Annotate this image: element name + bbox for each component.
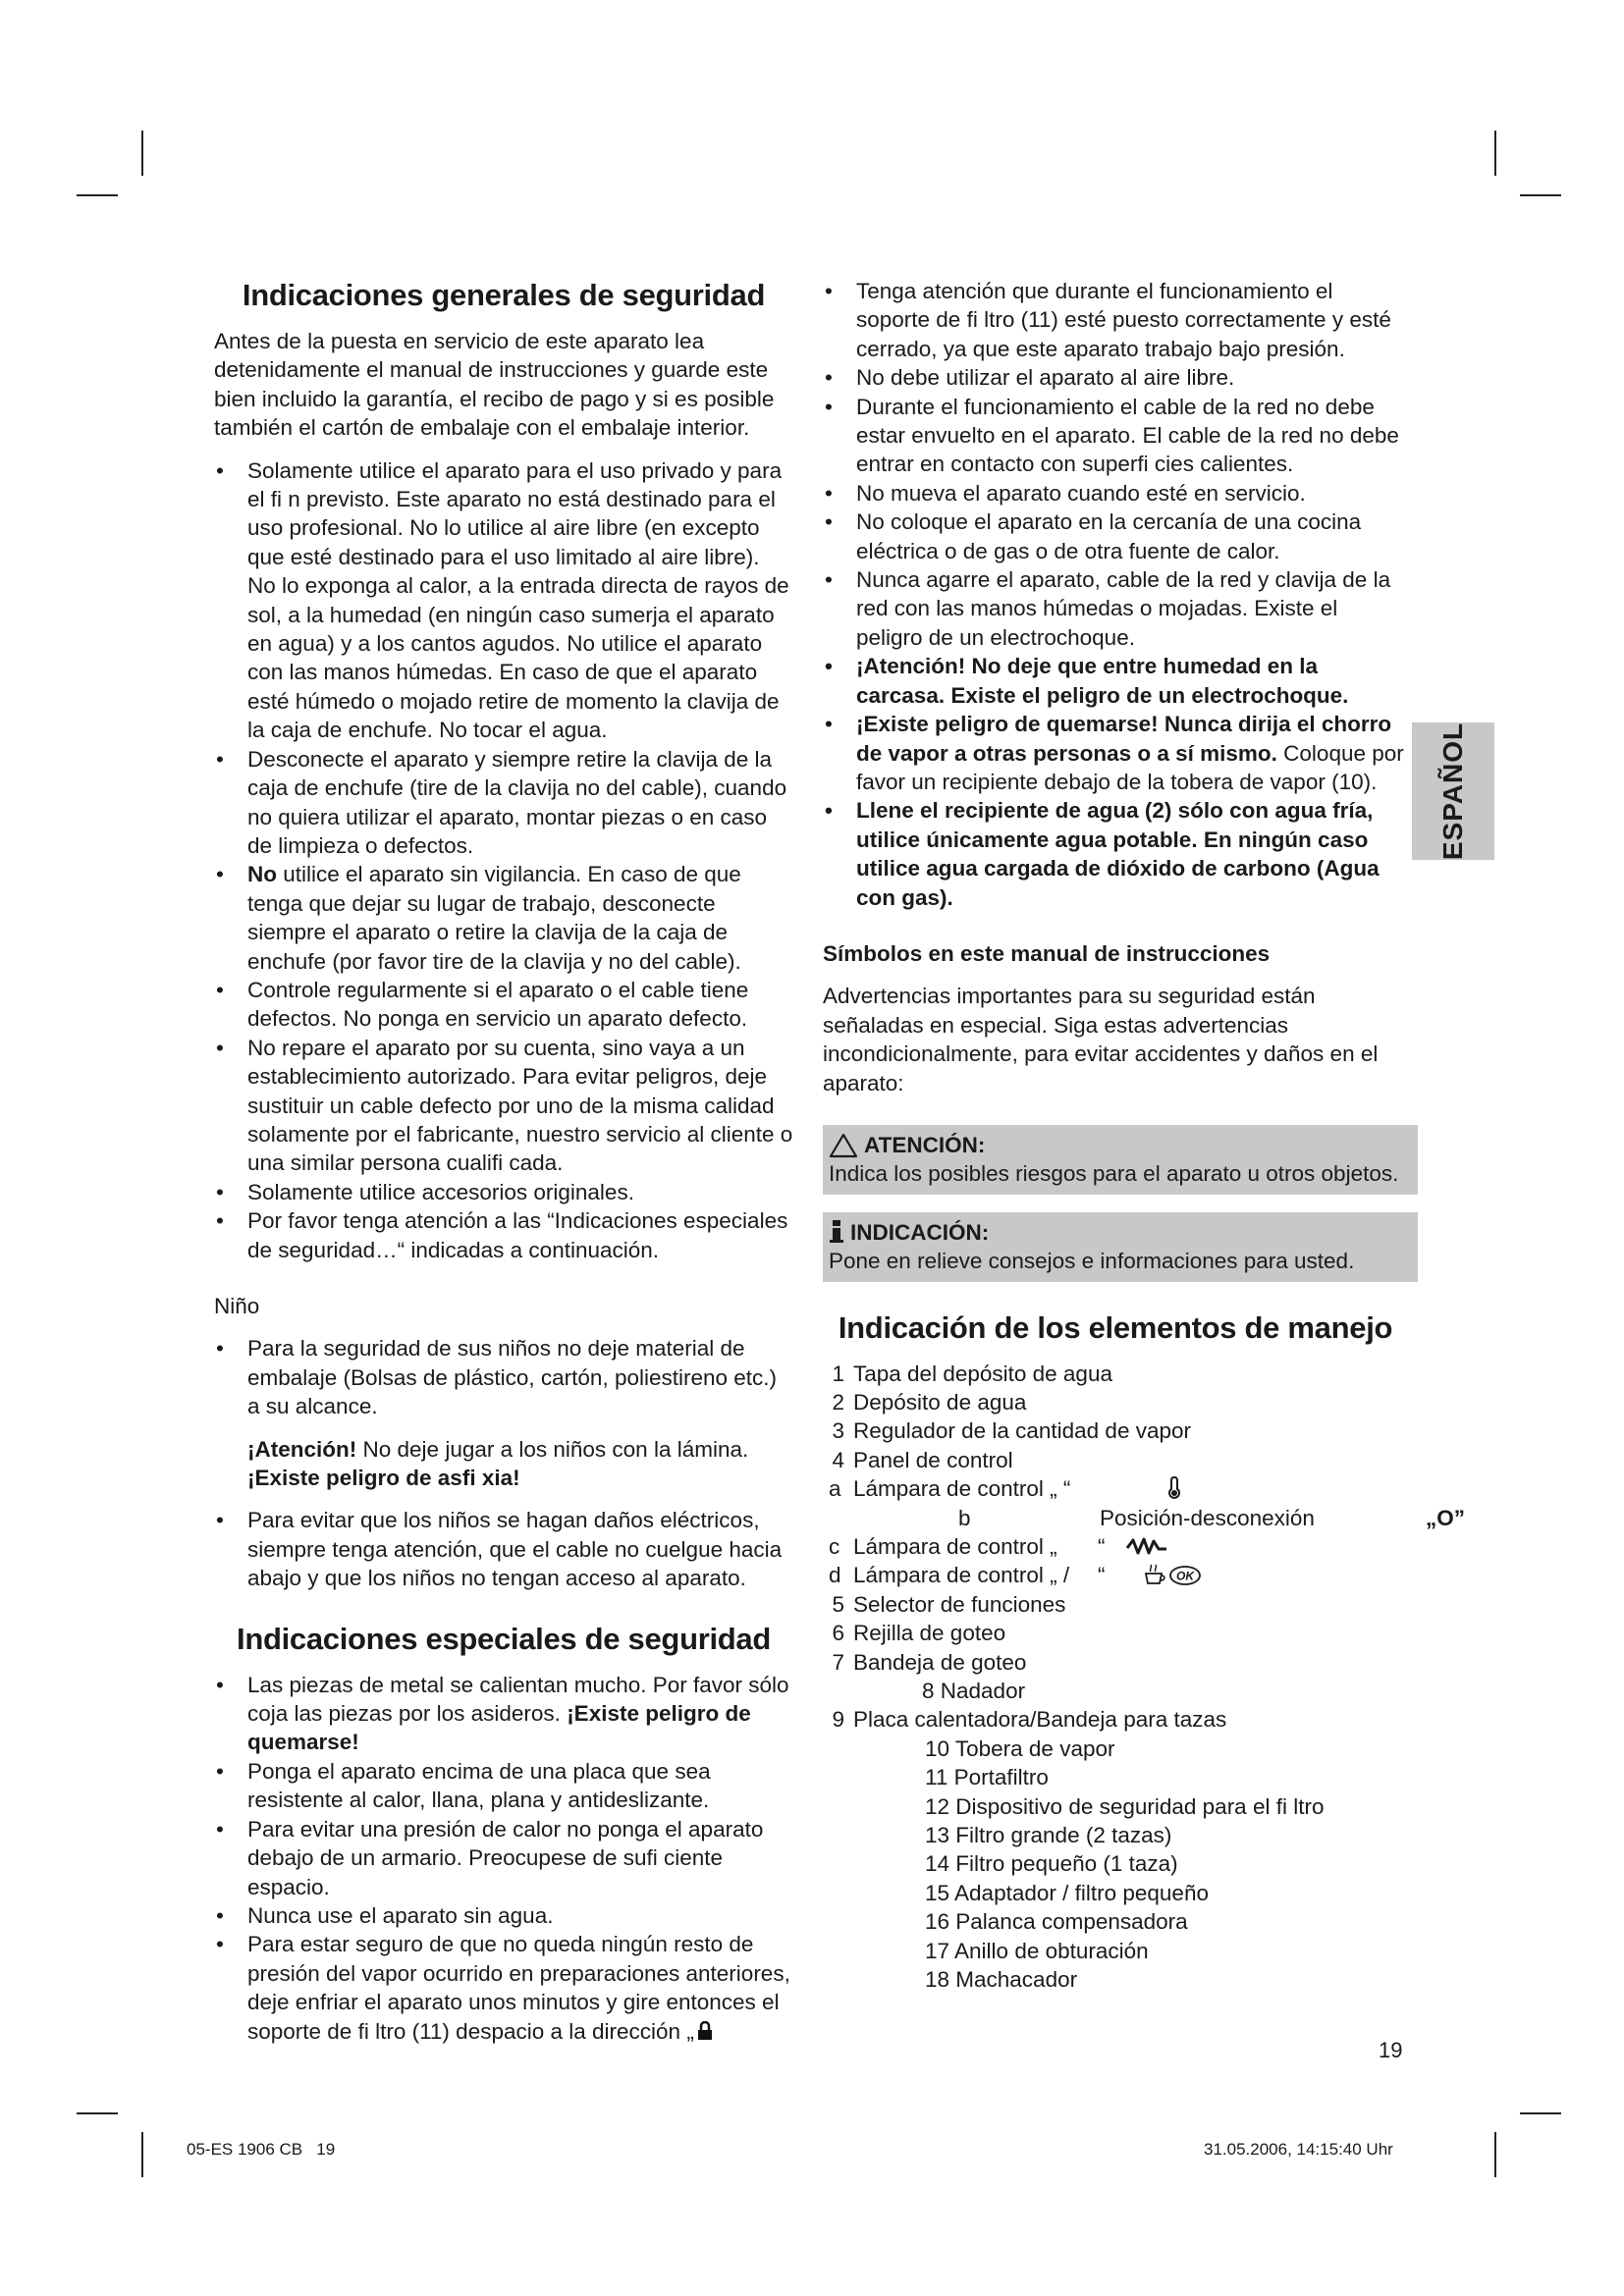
list-item: • Por favor tenga atención a las “Indicaciones especiales de seguridad…“ indicadas a continuación. bbox=[214, 1206, 793, 1264]
list-item: 18 Machacador bbox=[925, 1967, 1078, 1993]
item-number: 7 bbox=[832, 1649, 844, 1675]
list-item: • Controle regularmente si el aparato o el cable tiene defectos. No ponga en servicio un aparato defecto. bbox=[214, 976, 793, 1034]
list-item: • Solamente utilice accesorios originales. bbox=[214, 1178, 793, 1206]
item-number: 1 bbox=[832, 1361, 844, 1386]
list-item-text: Coloque por favor un recipiente debajo de la tobera de vapor (10). bbox=[856, 740, 1404, 794]
list-item bbox=[823, 1619, 1408, 1647]
thermometer-lamp-icon bbox=[1164, 1475, 1184, 1501]
list-item: • No coloque el aparato en la cercanía de una cocina eléctrica o de gas o de otra fuente de calor. bbox=[823, 507, 1408, 565]
controls-list bbox=[823, 1360, 1408, 1475]
crop-mark bbox=[1520, 194, 1561, 196]
list-item bbox=[214, 1671, 793, 1757]
controls-list-4 bbox=[823, 1735, 1408, 1995]
crop-mark bbox=[1494, 2132, 1496, 2177]
list-item-text: utilice el aparato sin vigilancia. En caso de que tenga que dejar su lugar de trabajo, desconecte siempre el aparato o retire la clavija de la caja de enchufe (por favor tire de la clavija y no del cable). bbox=[247, 862, 741, 974]
list-item: • ¡Atención! No deje que entre humedad en la carcasa. Existe el peligro de un electrochoque. bbox=[823, 652, 1408, 710]
crop-mark bbox=[141, 2132, 143, 2177]
list-item: 15 Adaptador / filtro pequeño bbox=[925, 1880, 1209, 1905]
list-item: • Nunca use el aparato sin agua. bbox=[214, 1901, 793, 1930]
list-item bbox=[823, 1648, 1408, 1677]
item-label: Lámpara de control „ “ bbox=[853, 1476, 1071, 1502]
list-item: 17 Anillo de obturación bbox=[925, 1938, 1149, 1963]
children-list bbox=[214, 1334, 793, 1420]
item-label: Rejilla de goteo bbox=[853, 1621, 1006, 1646]
crop-mark bbox=[1494, 131, 1496, 176]
list-item bbox=[214, 1930, 793, 2046]
lock-icon bbox=[696, 2021, 714, 2041]
left-column bbox=[214, 277, 793, 2046]
bold-no: No bbox=[247, 862, 277, 887]
item-number: 4 bbox=[832, 1447, 844, 1472]
list-item bbox=[823, 710, 1408, 796]
note-info-text: Pone en relieve consejos e informaciones para usted. bbox=[829, 1249, 1355, 1274]
item-label: Bandeja de goteo bbox=[853, 1649, 1027, 1675]
list-item: 16 Palanca compensadora bbox=[925, 1909, 1188, 1935]
list-item: • No debe utilizar el aparato al aire libre. bbox=[823, 363, 1408, 392]
special-safety-list bbox=[214, 1671, 793, 2046]
list-item: • Llene el recipiente de agua (2) sólo con agua fría, utilice únicamente agua potable. En ningún caso utilice agua cargada de dióxido de carbono (Agua con gas). bbox=[823, 796, 1408, 912]
warning-text: No deje jugar a los niños con la lámina. bbox=[362, 1436, 749, 1462]
crop-mark bbox=[77, 194, 118, 196]
controls-list-2 bbox=[823, 1590, 1408, 1677]
item-label: Posición-desconexión bbox=[1100, 1505, 1315, 1530]
list-item-bold: ¡Existe peligro de quemarse! Nunca dirija el chorro de vapor a otras personas o a sí mismo. bbox=[856, 712, 1392, 766]
item-number: 9 bbox=[832, 1707, 844, 1733]
item-number: 6 bbox=[832, 1621, 844, 1646]
item-label: Lámpara de control „ bbox=[853, 1534, 1057, 1559]
heading-controls: Indicación de los elementos de manejo bbox=[838, 1309, 1393, 1345]
list-item: • No mueva el aparato cuando esté en servicio. bbox=[823, 479, 1408, 507]
item-letter: a bbox=[829, 1476, 841, 1502]
symbols-paragraph: Advertencias importantes para su seguridad están señaladas en especial. Siga estas advertencias incondicionalmente, para evitar accidentes y daños en el aparato: bbox=[823, 984, 1379, 1095]
quote-mark: “ bbox=[1098, 1563, 1106, 1588]
list-item: • Para evitar que los niños se hagan daños eléctricos, siempre tenga atención, que el cable no cuelgue hacia abajo y que los niños no tengan acceso al aparato. bbox=[214, 1506, 793, 1592]
intro-paragraph: Antes de la puesta en servicio de este aparato lea detenidamente el manual de instrucciones y guarde este bien incluido la garantía, el recibo de pago y si es posible también el cartón de embalaje con el embalaje interior. bbox=[214, 329, 775, 441]
list-item bbox=[823, 1446, 1408, 1474]
note-info-label: INDICACIÓN: bbox=[850, 1219, 990, 1245]
lamp-b-row bbox=[823, 1504, 1466, 1532]
steam-lamp-icon bbox=[1125, 1536, 1168, 1558]
list-item bbox=[823, 1705, 1408, 1734]
item-label: Depósito de agua bbox=[853, 1390, 1027, 1415]
list-item: 11 Portafiltro bbox=[925, 1765, 1049, 1790]
item-label: Panel de control bbox=[853, 1447, 1013, 1472]
footer-right: 31.05.2006, 14:15:40 Uhr bbox=[1204, 2140, 1393, 2159]
list-item: • Nunca agarre el aparato, cable de la red y clavija de la red con las manos húmedas o mojadas. Existe el peligro de un electrochoque. bbox=[823, 565, 1408, 652]
list-item bbox=[823, 1416, 1408, 1445]
heading-nino: Niño bbox=[214, 1294, 260, 1318]
list-item: • Para evitar una presión de calor no ponga el aparato debajo de un armario. Preocupese de sufi ciente espacio. bbox=[214, 1815, 793, 1901]
page-number: 19 bbox=[1379, 2038, 1403, 2062]
warning-triangle-icon bbox=[829, 1133, 858, 1158]
list-item: 12 Dispositivo de seguridad para el fi ltro bbox=[925, 1793, 1325, 1819]
language-tab bbox=[1412, 722, 1494, 860]
cup-ok-lamp-icon bbox=[1143, 1564, 1202, 1587]
heading-symbols: Símbolos en este manual de instrucciones bbox=[823, 940, 1271, 966]
list-item: • Solamente utilice el aparato para el uso privado y para el fi n previsto. Este aparato no está destinado para el uso profesional. No lo utilice al aire libre (en excepto que esté destinado para el uso limitado al aire libre). No lo exponga al calor, a la entrada directa de rayos de sol, a la humedad (en ningún caso sumerja el aparato en agua) y a los cantos agudos. No utilice el aparato con las manos húmedas. En caso de que el aparato esté húmedo o mojado retire de momento la clavija de la caja de enchufe. No tocar el agua. bbox=[214, 456, 793, 745]
item-label: Placa calentadora/Bandeja para tazas bbox=[853, 1707, 1227, 1733]
heading-general-safety: Indicaciones generales de seguridad bbox=[242, 278, 766, 312]
list-item: 8 Nadador bbox=[922, 1679, 1026, 1703]
heading-special-safety: Indicaciones especiales de seguridad bbox=[237, 1621, 771, 1656]
note-info bbox=[823, 1212, 1418, 1282]
item-letter: b bbox=[958, 1505, 971, 1530]
list-item: 14 Filtro pequeño (1 taza) bbox=[925, 1851, 1178, 1877]
list-item bbox=[823, 1590, 1408, 1619]
child-warning bbox=[214, 1435, 793, 1493]
lamp-a-row bbox=[823, 1474, 1408, 1503]
item-number: 2 bbox=[832, 1390, 844, 1415]
item-label: Lámpara de control „ / bbox=[853, 1563, 1070, 1588]
list-item bbox=[823, 1360, 1408, 1388]
list-item-bold: ¡Existe peligro de quemarse! bbox=[247, 1701, 751, 1755]
item-label: Tapa del depósito de agua bbox=[853, 1361, 1112, 1386]
list-item: • Ponga el aparato encima de una placa que sea resistente al calor, llana, plana y antideslizante. bbox=[214, 1757, 793, 1815]
svg-text:OK: OK bbox=[1176, 1569, 1194, 1583]
note-attention-label: ATENCIÓN: bbox=[864, 1132, 986, 1157]
crop-mark bbox=[77, 2112, 118, 2114]
lamp-c-row bbox=[823, 1532, 1408, 1561]
item-label: Selector de funciones bbox=[853, 1591, 1066, 1617]
note-attention-title bbox=[829, 1131, 1408, 1159]
right-safety-list bbox=[823, 277, 1408, 912]
lamp-d-row bbox=[823, 1561, 1408, 1589]
quote-mark: “ bbox=[1098, 1534, 1106, 1559]
item-letter: d bbox=[829, 1563, 841, 1588]
list-item: 10 Tobera de vapor bbox=[925, 1735, 1115, 1761]
item-number: 5 bbox=[832, 1591, 844, 1617]
note-attention-text: Indica los posibles riesgos para el aparato u otros objetos. bbox=[829, 1161, 1399, 1187]
item-label: Regulador de la cantidad de vapor bbox=[853, 1418, 1191, 1444]
warning-label: ¡Atención! bbox=[247, 1436, 357, 1462]
list-item bbox=[823, 1388, 1408, 1416]
list-item: 13 Filtro grande (2 tazas) bbox=[925, 1823, 1172, 1848]
controls-list-3 bbox=[823, 1705, 1408, 1734]
info-icon bbox=[829, 1219, 844, 1245]
list-item-text: Para estar seguro de que no queda ningún resto de presión del vapor ocurrido en preparaciones anteriores, deje enfriar el aparato unos minutos y gire entonces el soporte de fi ltro (11) despacio a la dirección „ bbox=[247, 1932, 790, 2044]
list-item bbox=[214, 860, 793, 976]
note-attention bbox=[823, 1125, 1418, 1195]
language-tab-label: ESPAÑOL bbox=[1437, 721, 1468, 861]
list-item: • No repare el aparato por su cuenta, sino vaya a un establecimiento autorizado. Para evitar peligros, deje sustituir un cable defecto por uno de la misma calidad solamente por el fabricante, nuestro servicio al cliente o una similar persona cualifi cada. bbox=[214, 1034, 793, 1178]
warning-bold: ¡Existe peligro de asfi xia! bbox=[247, 1466, 520, 1491]
list-item-text: Las piezas de metal se calientan mucho. Por favor sólo coja las piezas por los asideros. bbox=[247, 1672, 789, 1727]
item-letter: c bbox=[829, 1534, 840, 1559]
general-safety-list bbox=[214, 456, 793, 1264]
footer-left: 05-ES 1906 CB 19 bbox=[187, 2140, 336, 2159]
children-list-2 bbox=[214, 1506, 793, 1592]
list-item: • Desconecte el aparato y siempre retire la clavija de la caja de enchufe (tire de la clavija no del cable), cuando no quiera utilizar el aparato, montar piezas o en caso de limpieza o defectos. bbox=[214, 745, 793, 861]
list-item: • Tenga atención que durante el funcionamiento el soporte de fi ltro (11) esté puesto correctamente y esté cerrado, ya que este aparato trabajo bajo presión. bbox=[823, 277, 1408, 363]
off-position-symbol: „O” bbox=[1426, 1505, 1466, 1530]
crop-mark bbox=[1520, 2112, 1561, 2114]
list-item: • Para la seguridad de sus niños no deje material de embalaje (Bolsas de plástico, cartón, poliestireno etc.) a su alcance. bbox=[214, 1334, 793, 1420]
crop-mark bbox=[141, 131, 143, 176]
item-number: 3 bbox=[832, 1418, 844, 1444]
list-item: • Durante el funcionamiento el cable de la red no debe estar envuelto en el aparato. El cable de la red no debe entrar en contacto con superfi cies calientes. bbox=[823, 393, 1408, 479]
note-info-title bbox=[829, 1218, 1408, 1247]
